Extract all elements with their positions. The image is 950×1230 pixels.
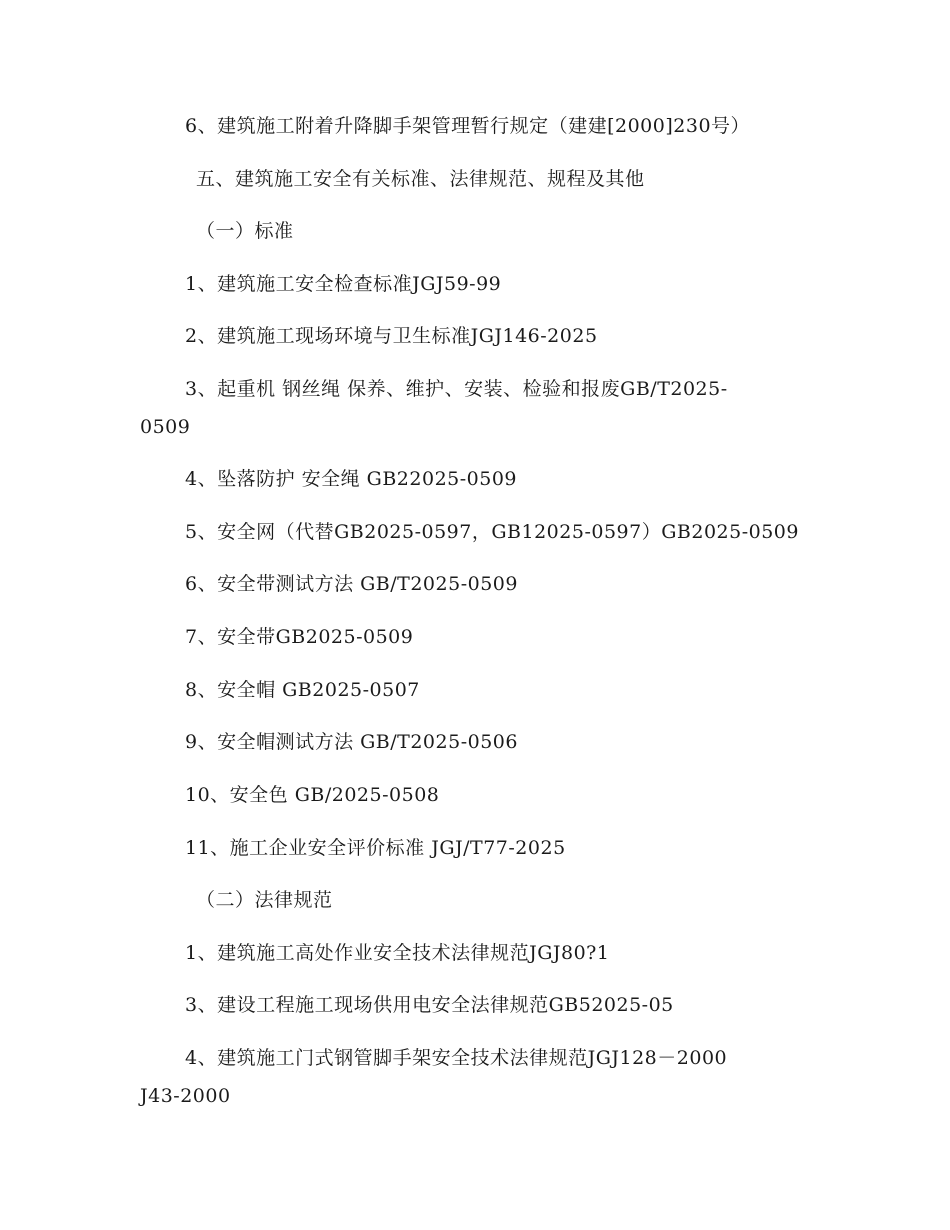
text-line-continuation: J43-2000 <box>140 1085 231 1107</box>
text-line: 4、坠落防护 安全绳 GB22025-0509 <box>185 468 518 490</box>
text-line: 9、安全帽测试方法 GB/T2025-0506 <box>185 731 518 753</box>
section-heading: 五、建筑施工安全有关标准、法律规范、规程及其他 <box>196 168 645 190</box>
text-line: 1、建筑施工安全检查标准JGJ59-99 <box>185 273 502 295</box>
text-line: 6、建筑施工附着升降脚手架管理暂行规定（建建[2000]230号） <box>185 115 751 137</box>
subsection-heading: （一）标准 <box>196 220 294 242</box>
text-line: 1、建筑施工高处作业安全技术法律规范JGJ80?1 <box>185 942 610 964</box>
text-line: 2、建筑施工现场环境与卫生标准JGJ146-2025 <box>185 325 598 347</box>
text-line: 4、建筑施工门式钢管脚手架安全技术法律规范JGJ128－2000 <box>185 1047 728 1069</box>
text-line: 7、安全带GB2025-0509 <box>185 626 414 648</box>
subsection-heading: （二）法律规范 <box>196 889 333 911</box>
text-line: 5、安全网（代替GB2025-0597，GB12025-0597）GB2025-0509 <box>185 521 799 543</box>
text-line: 3、建设工程施工现场供用电安全法律规范GB52025-05 <box>185 994 674 1016</box>
text-line: 6、安全带测试方法 GB/T2025-0509 <box>185 573 518 595</box>
text-line-continuation: 0509 <box>140 416 191 438</box>
text-line: 10、安全色 GB/2025-0508 <box>185 784 440 806</box>
text-line: 11、施工企业安全评价标准 JGJ/T77-2025 <box>185 837 566 859</box>
text-line: 8、安全帽 GB2025-0507 <box>185 679 420 701</box>
text-line: 3、起重机 钢丝绳 保养、维护、安装、检验和报废GB/T2025- <box>185 378 728 400</box>
